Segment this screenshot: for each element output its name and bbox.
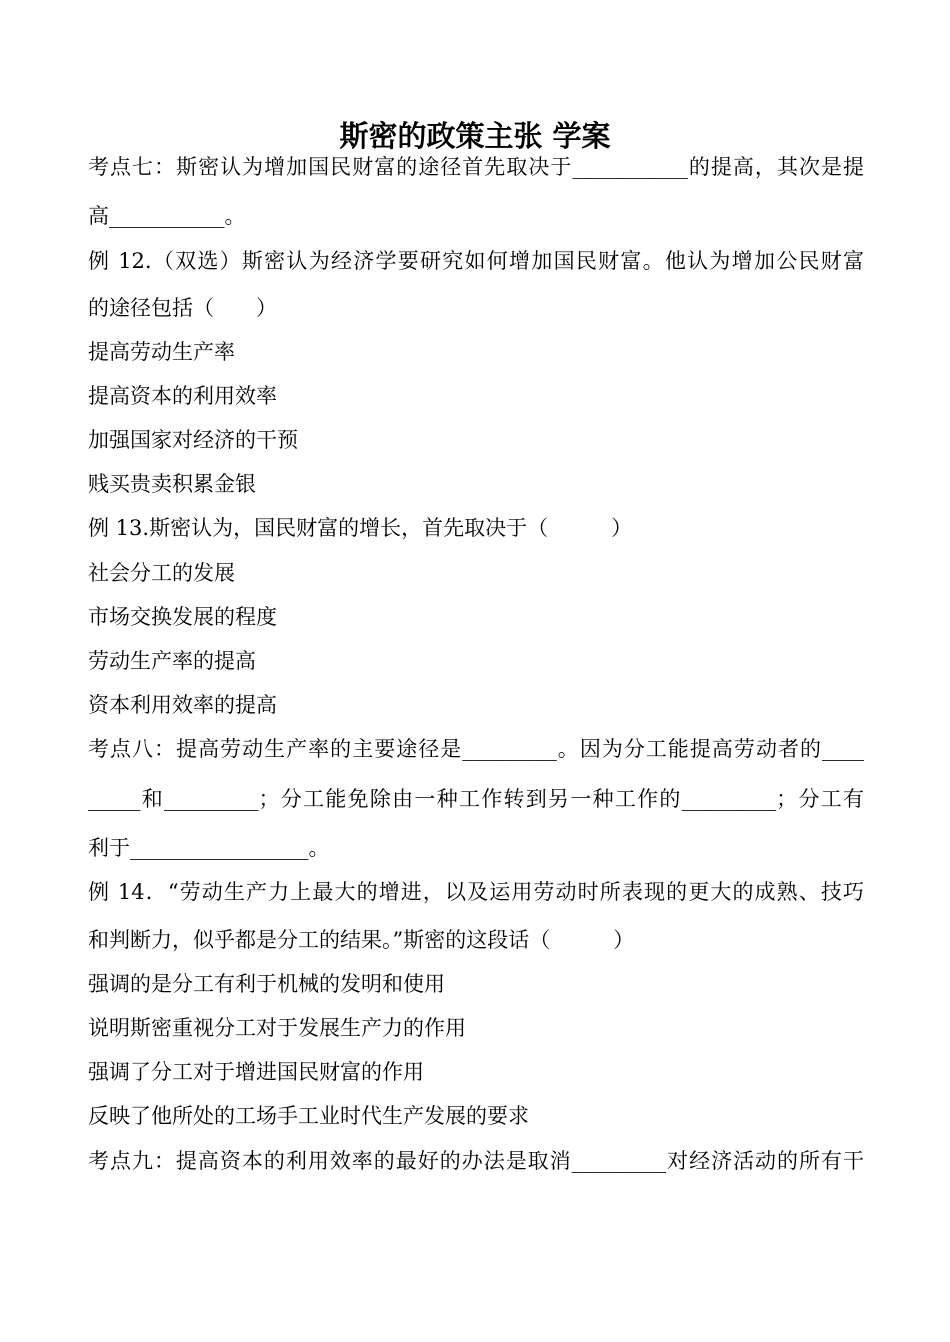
example-12-option: 提高劳动生产率 (88, 340, 235, 364)
example-13-option: 社会分工的发展 (88, 561, 235, 585)
example-13-question: 例 13.斯密认为，国民财富的增长，首先取决于（ ） (88, 516, 633, 540)
example-13-option: 市场交换发展的程度 (88, 605, 277, 629)
example-12-option: 提高资本的利用效率 (88, 384, 277, 408)
example-13-option: 劳动生产率的提高 (88, 649, 256, 673)
example-14-question: 例 14．“劳动生产力上最大的增进，以及运用劳动时所表现的更大的成熟、技巧 (88, 880, 864, 904)
example-12-question-cont: 的途径包括（ ） (88, 296, 277, 320)
example-14-question-cont: 和判断力，似乎都是分工的结果。”斯密的这段话（ ） (88, 928, 635, 952)
example-13-option: 资本利用效率的提高 (88, 693, 277, 717)
key-point-8-text: 考点八：提高劳动生产率的主要途径是_________。因为分工能提高劳动者的____ (88, 737, 864, 761)
example-14-option: 反映了他所处的工场手工业时代生产发展的要求 (88, 1104, 529, 1128)
example-12-option: 贱买贵卖积累金银 (88, 472, 256, 496)
example-12-question: 例 12.（双选）斯密认为经济学要研究如何增加国民财富。他认为增加公民财富 (88, 249, 864, 273)
example-12-option: 加强国家对经济的干预 (88, 428, 298, 452)
example-14-option: 强调的是分工有利于机械的发明和使用 (88, 972, 445, 996)
example-14-option: 说明斯密重视分工对于发展生产力的作用 (88, 1016, 466, 1040)
page-title: 斯密的政策主张 学案 (339, 119, 611, 153)
key-point-7-text: 考点七：斯密认为增加国民财富的途径首先取决于___________的提高，其次是提 (88, 155, 864, 179)
key-point-8-text-end: 利于_________________。 (88, 836, 330, 860)
key-point-7-text-cont: 高___________。 (88, 204, 246, 228)
example-14-option: 强调了分工对于增进国民财富的作用 (88, 1060, 424, 1084)
key-point-9-text: 考点九：提高资本的利用效率的最好的办法是取消_________对经济活动的所有干 (88, 1149, 864, 1173)
key-point-8-text-cont: _____和_________；分工能免除由一种工作转到另一种工作的_________；分工有 (88, 787, 864, 811)
